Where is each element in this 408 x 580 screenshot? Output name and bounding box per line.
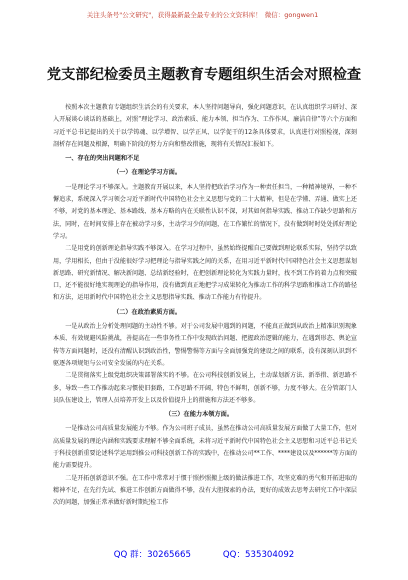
banner-text: 关注头条号"公文研究"，获得最新最全最专业的公文资料库！ <box>86 11 262 19</box>
document-title: 党支部纪检委员主题教育专题组织生活会对照检查 <box>46 67 362 83</box>
paragraph-political-2: 二是贯彻落实上级党组织决策部署落实的不够。在公司科技创新发展上，主动谋划新方法、新举措、新思路不多，导致一些工作推动起来习惯使旧套路，工作思路不开阔，特色不鲜明，创新不够，力度不够大。在分管部门人员队伍建设上，管理人员培养开发上以及价值提升上的措施和方法还不够多。 <box>53 372 357 404</box>
paragraph-ability-1: 一是推动公司高质量发展能力不够。作为公司班子成员，虽然在推动公司高质量发展方面做了大量工作，但对高质量发展的理论内涵和实践要求理解不够全面系统，未将习近平新时代中国特色社会主义思想和习近平总书记关于科技创新重要论述科学运用到推公司科技创新工作的实践中，在推动公司**工作、****建设以及******等方面的能力需要提升。 <box>53 425 357 470</box>
top-banner <box>0 10 408 20</box>
subsection-heading-political: （二）在政治素质方面。 <box>113 308 182 316</box>
intro-paragraph: 按照本次主题教育专题组织生活会的有关要求，本人坚持问题导向，强化问题意识，在认真组织学习研讨、深入开展谈心谈话的基础上，对照“理论学习、政治素质、能力本领、担当作为、工作作风、廉洁自律”等六个方面和习近平总书记提出的关于以学铸魂、以学增智、以学正风、以学促干的12条具体要求，认真进行对照检视，深刻剖析存在问题及根源，明确下阶段的努力方向和整改措施，现将有关情况汇报如下。 <box>53 104 357 148</box>
subsection-heading-ability: （三）在能力本领方面。 <box>165 411 234 419</box>
banner-wechat: 微信：gongwen1 <box>264 11 319 19</box>
paragraph-theory-1: 一是理论学习不够深入。主题教育开展以来，本人坚持把政治学习作为一种责任担当，一种精神境界，一种不懈追求，系统深入学习领会习近平新时代中国特色社会主义思想与党的二十大精神，但是在学懂、弄通、做实上还不够，对党的基本理论、基本路线、基本方略的内在关联性认识不深，对其如何指导实践、推动工作缺少思路和方法，同时，在时间安排上存在被动学习多，主动学习少的问题，在工作繁忙的情况下，没有做到时时处处抓好理论学习。 <box>53 183 357 240</box>
footer-qq-group: QQ 群：30265665 <box>113 550 191 560</box>
section-heading: 一、存在的突出问题和不足 <box>65 155 140 163</box>
footer-qq: QQ：535304092 <box>222 550 295 560</box>
subsection-heading-theory: （一）在理论学习方面。 <box>113 169 182 177</box>
paragraph-political-1: 一是从政治上分析处理问题的主动性不够。对于公司发展中遇到的问题，不能真正做到从政治上精准识别现象本质、有效规避风险挑战，善提高在一些事务性工作中发现政治问题、把握政治逻辑的能力，在遇到形态、舆论宣传等方面问题时，还没有清醒认识到政治性，警惕警惕等方面与全面加强党的建设之间的联系，没有深刻认识到不驱逐各项规矩与公司安全发展的内在关系。 <box>53 323 357 367</box>
paragraph-ability-2: 二是开拓创新意识不强。在工作中常常对于惯于照抄照搬上级的做法推进工作，攻坚克难的勇气和开拓进取的精神不足，在先行先试、推进工作创新方面做得不够，没有大胆探索的办法，更好的成效去思考去研究工作中深层次的问题，加强正常承做好新时期纪检工作 <box>53 474 357 507</box>
paragraph-theory-2: 二是用党的创新理论指导实践不够深入。在学习过程中，虽然始终提醒自己要做到理论联系实际，坚持学以致用，学用相长，但由于没能很好学习把理论与指导实践之间的关系，在用习近平新时代中国特色社会主义思想谋划新思路、研究新情况、解决新问题、总结新经验时，在把创新理论转化为实践力量时，找不到工作的着力点和突破口，还不能很好地实现理论的指导作用，没有做到真正地把学习成果转化为推动工作的科学思路和推动工作的路径和方法，运用新时代中国特色社会主义思想指导实践、推动工作能力有待提升。 <box>53 245 357 302</box>
footer-contact <box>0 548 408 560</box>
document-body <box>53 102 357 510</box>
